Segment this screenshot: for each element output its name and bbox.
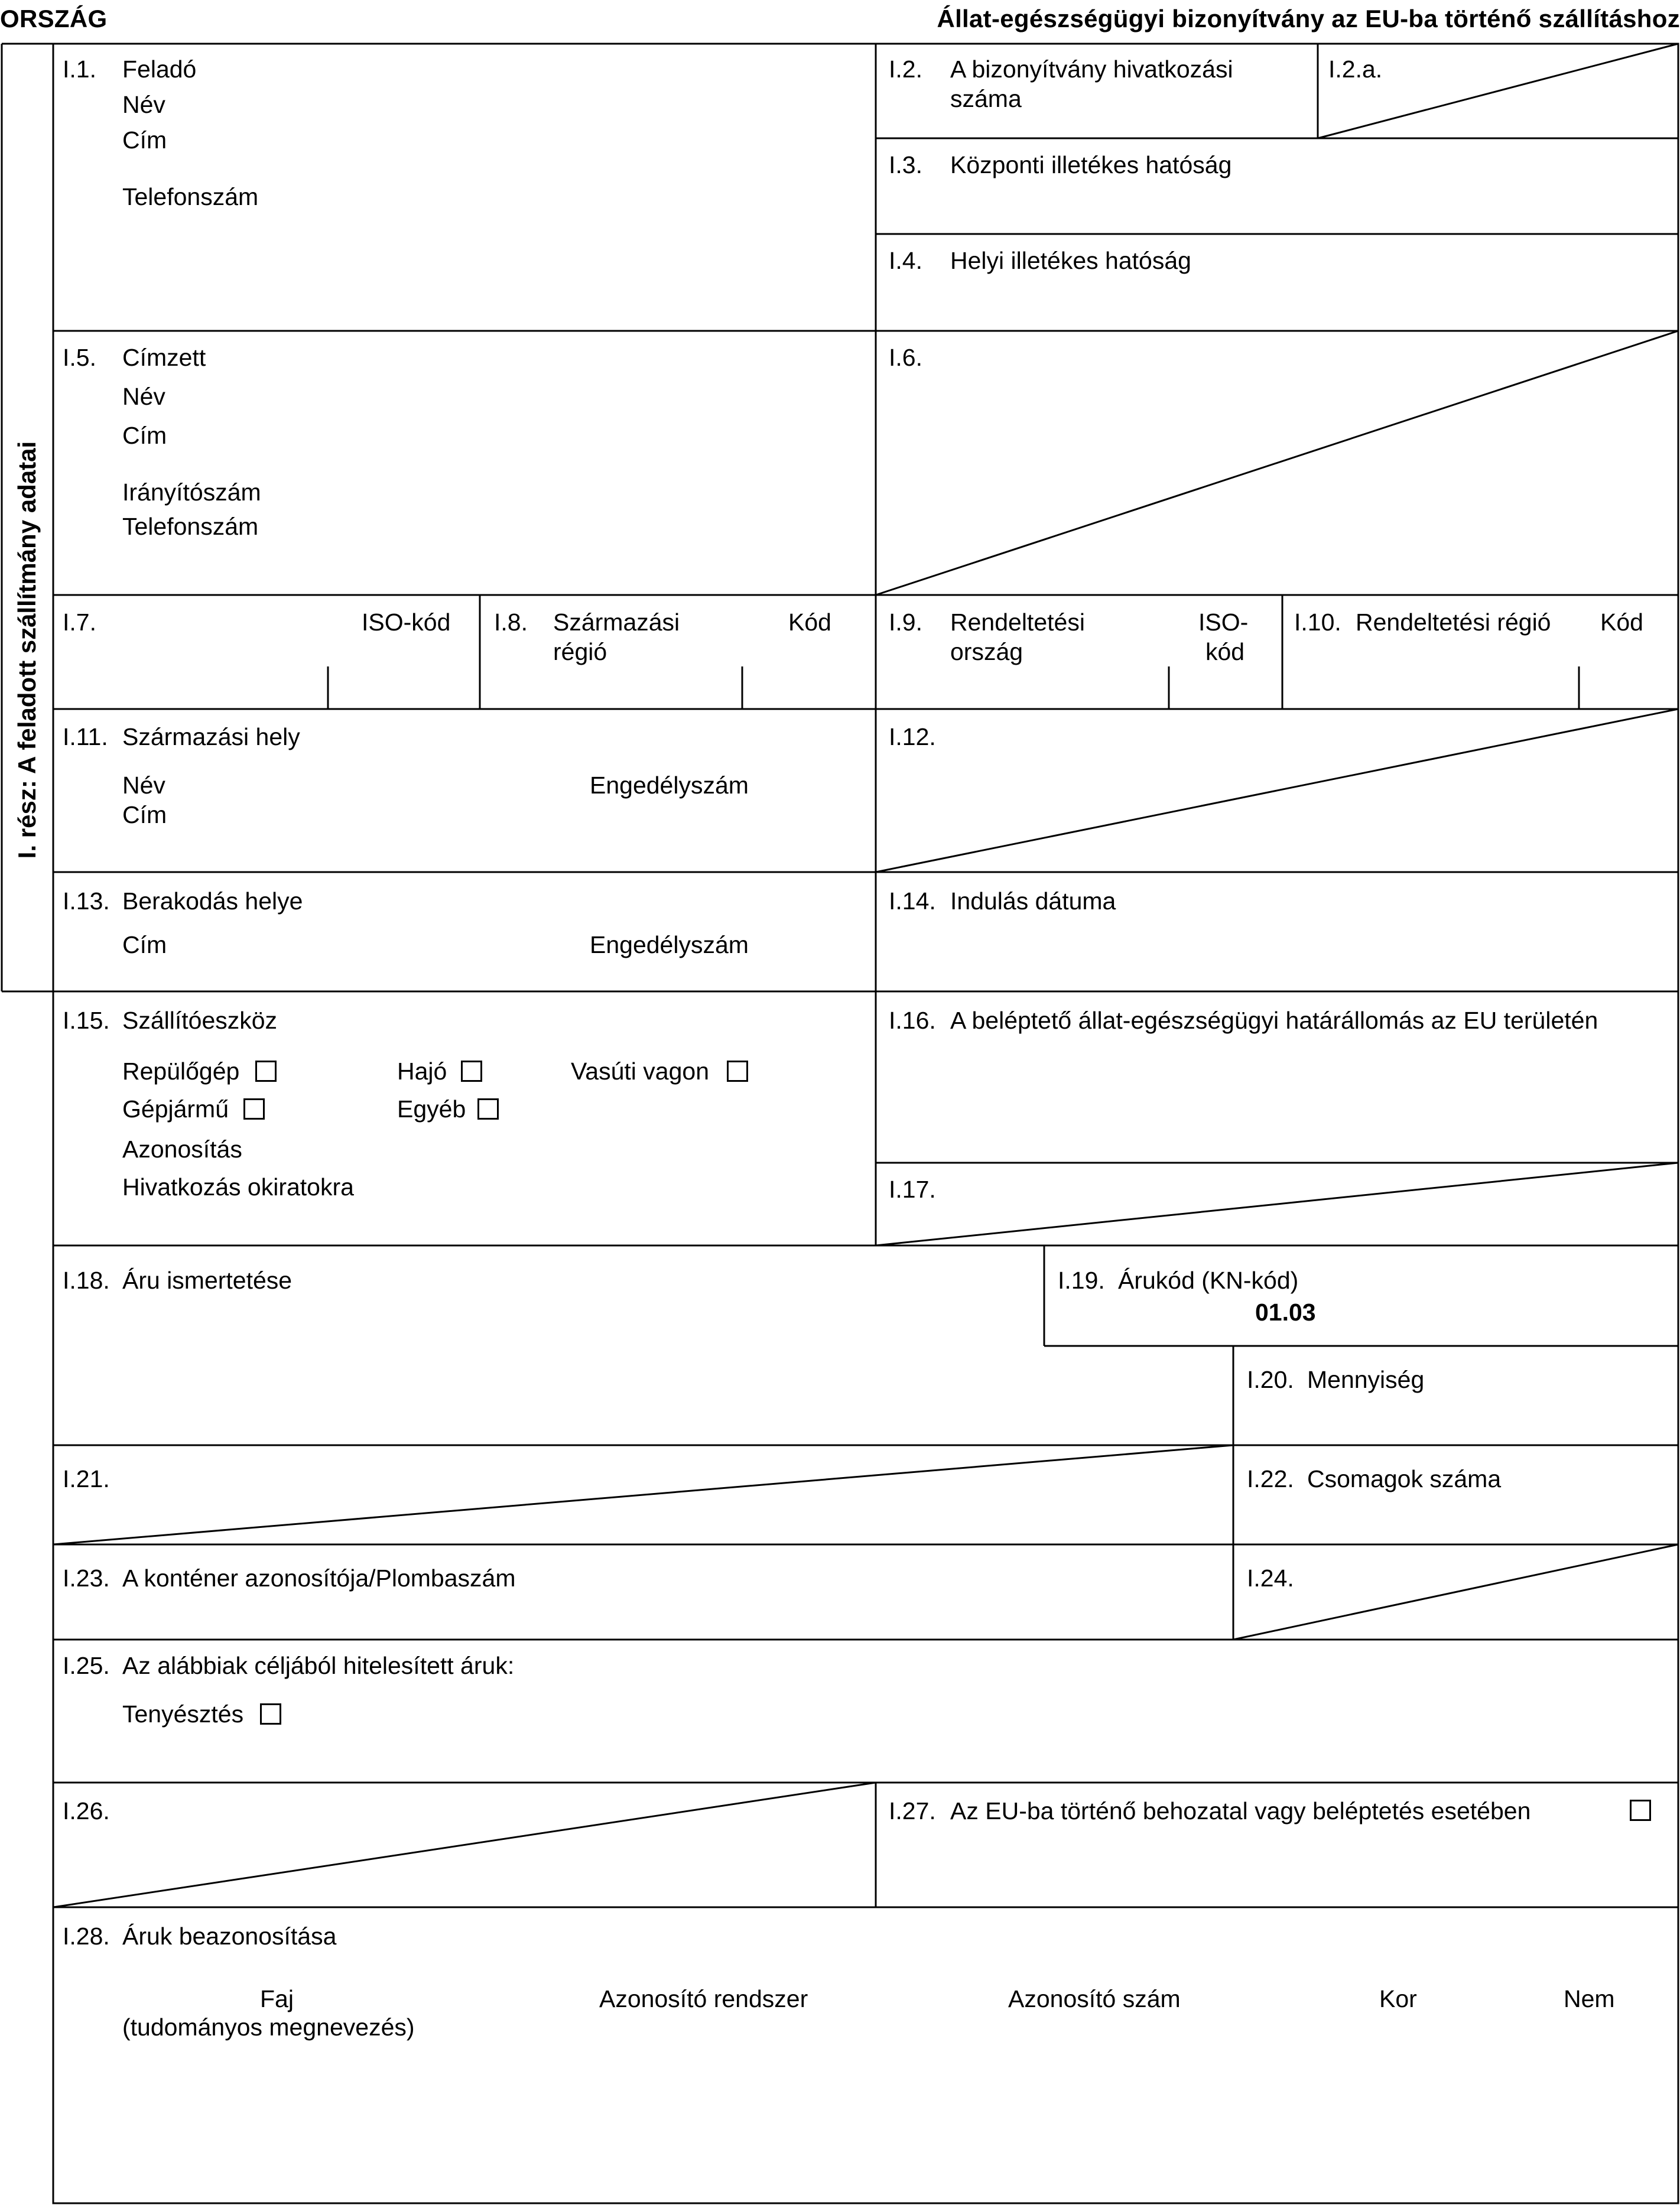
country-heading: ORSZÁG <box>0 5 108 32</box>
box-i23-number: I.23. <box>63 1565 110 1592</box>
vehicle-checkbox[interactable] <box>243 1098 265 1120</box>
box-i12-number: I.12. <box>889 723 936 750</box>
box-i27-title: Az EU-ba történő behozatal vagy beléptetés esetében <box>950 1797 1531 1825</box>
box-i26-number: I.26. <box>63 1797 110 1825</box>
box-i15-other-label: Egyéb <box>397 1095 466 1123</box>
ship-checkbox[interactable] <box>461 1061 482 1082</box>
box-i28-title: Áruk beazonosítása <box>122 1923 337 1950</box>
box-i2a-number: I.2.a. <box>1328 56 1383 83</box>
certificate-title: Állat-egészségügyi bizonyítvány az EU-ba történő szállításhoz <box>937 5 1680 32</box>
box-i13-title: Berakodás helye <box>122 887 303 915</box>
box-i22-number: I.22. <box>1247 1465 1294 1492</box>
box-i21-number: I.21. <box>63 1465 110 1492</box>
box-i5-postcode: Irányítószám <box>122 479 261 506</box>
box-i8-title-line1: Származási <box>553 609 680 636</box>
box-i10-title: Rendeltetési régió <box>1356 609 1551 636</box>
box-i3-title: Központi illetékes hatóság <box>950 151 1232 178</box>
rail-wagon-checkbox[interactable] <box>727 1061 748 1082</box>
box-i5-number: I.5. <box>63 344 96 371</box>
box-i9-iso-line1: ISO- <box>1198 609 1249 636</box>
box-i2-number: I.2. <box>889 56 922 83</box>
box-i25-number: I.25. <box>63 1652 110 1679</box>
box-i15-number: I.15. <box>63 1007 110 1034</box>
box-i14-title: Indulás dátuma <box>950 887 1116 915</box>
box-i15-docs: Hivatkozás okiratokra <box>122 1173 354 1201</box>
box-i15-plane-label: Repülőgép <box>122 1058 240 1085</box>
box-i1-phone: Telefonszám <box>122 183 259 210</box>
box-i18-title: Áru ismertetése <box>122 1267 293 1294</box>
box-i1-name: Név <box>122 91 165 118</box>
column-id-number: Azonosító szám <box>1008 1985 1181 2012</box>
box-i11-title: Származási hely <box>122 723 300 750</box>
box-i15-rail-label: Vasúti vagon <box>571 1058 710 1085</box>
box-i14-number: I.14. <box>889 887 936 915</box>
box-i5-name: Név <box>122 383 165 410</box>
column-sex: Nem <box>1564 1985 1615 2012</box>
box-i5-address: Cím <box>122 422 167 449</box>
other-transport-checkbox[interactable] <box>477 1098 499 1120</box>
box-i25-breeding-label: Tenyésztés <box>122 1700 244 1728</box>
column-species: Faj <box>260 1985 294 2012</box>
box-i11-approval: Engedélyszám <box>590 772 749 799</box>
box-i16-title: A beléptető állat-egészségügyi határállomás az EU területén <box>950 1007 1598 1034</box>
box-i11-name: Név <box>122 772 165 799</box>
box-i27-number: I.27. <box>889 1797 936 1825</box>
plane-checkbox[interactable] <box>255 1061 277 1082</box>
box-i4-number: I.4. <box>889 247 922 274</box>
box-i19-code: 01.03 <box>1255 1299 1316 1326</box>
box-i13-approval: Engedélyszám <box>590 931 749 958</box>
box-i6-number: I.6. <box>889 344 922 371</box>
breeding-checkbox[interactable] <box>260 1703 281 1725</box>
box-i28-number: I.28. <box>63 1923 110 1950</box>
box-i7-number: I.7. <box>63 609 96 636</box>
box-i20-number: I.20. <box>1247 1366 1294 1393</box>
box-i16-number: I.16. <box>889 1007 936 1034</box>
box-i13-number: I.13. <box>63 887 110 915</box>
box-i17-number: I.17. <box>889 1176 936 1203</box>
box-i11-number: I.11. <box>63 723 108 750</box>
box-i8-code: Kód <box>788 609 831 636</box>
box-i19-title: Árukód (KN-kód) <box>1118 1267 1299 1294</box>
box-i13-address: Cím <box>122 931 167 958</box>
column-id-system: Azonosító rendszer <box>599 1985 808 2012</box>
box-i2-title-line2: száma <box>950 85 1022 112</box>
box-i15-identification: Azonosítás <box>122 1136 242 1163</box>
box-i3-number: I.3. <box>889 151 922 178</box>
box-i18-number: I.18. <box>63 1267 110 1294</box>
box-i10-number: I.10. <box>1294 609 1341 636</box>
column-species-scientific: (tudományos megnevezés) <box>122 2014 415 2041</box>
box-i11-address: Cím <box>122 801 167 828</box>
box-i5-title: Címzett <box>122 344 206 371</box>
box-i8-title-line2: régió <box>553 638 607 665</box>
column-age: Kor <box>1379 1985 1417 2012</box>
box-i23-title: A konténer azonosítója/Plombaszám <box>122 1565 516 1592</box>
box-i4-title: Helyi illetékes hatóság <box>950 247 1191 274</box>
box-i1-title: Feladó <box>122 56 197 83</box>
box-i9-title-line2: ország <box>950 638 1023 665</box>
box-i10-code: Kód <box>1600 609 1643 636</box>
side-label: I. rész: A feladott szállítmány adatai <box>13 441 41 859</box>
box-i9-title-line1: Rendeltetési <box>950 609 1085 636</box>
eu-import-checkbox[interactable] <box>1630 1800 1651 1821</box>
box-i9-iso-line2: kód <box>1205 638 1245 665</box>
box-i20-title: Mennyiség <box>1307 1366 1425 1393</box>
box-i1-address: Cím <box>122 126 167 154</box>
box-i22-title: Csomagok száma <box>1307 1465 1502 1492</box>
box-i5-phone: Telefonszám <box>122 513 259 540</box>
box-i15-vehicle-label: Gépjármű <box>122 1095 229 1123</box>
box-i15-ship-label: Hajó <box>397 1058 447 1085</box>
box-i25-title: Az alábbiak céljából hitelesített áruk: <box>122 1652 515 1679</box>
box-i7-iso: ISO-kód <box>362 609 451 636</box>
box-i19-number: I.19. <box>1058 1267 1105 1294</box>
box-i9-number: I.9. <box>889 609 922 636</box>
box-i8-number: I.8. <box>494 609 528 636</box>
box-i24-number: I.24. <box>1247 1565 1294 1592</box>
box-i15-title: Szállítóeszköz <box>122 1007 278 1034</box>
box-i1-number: I.1. <box>63 56 96 83</box>
box-i2-title-line1: A bizonyítvány hivatkozási <box>950 56 1233 83</box>
